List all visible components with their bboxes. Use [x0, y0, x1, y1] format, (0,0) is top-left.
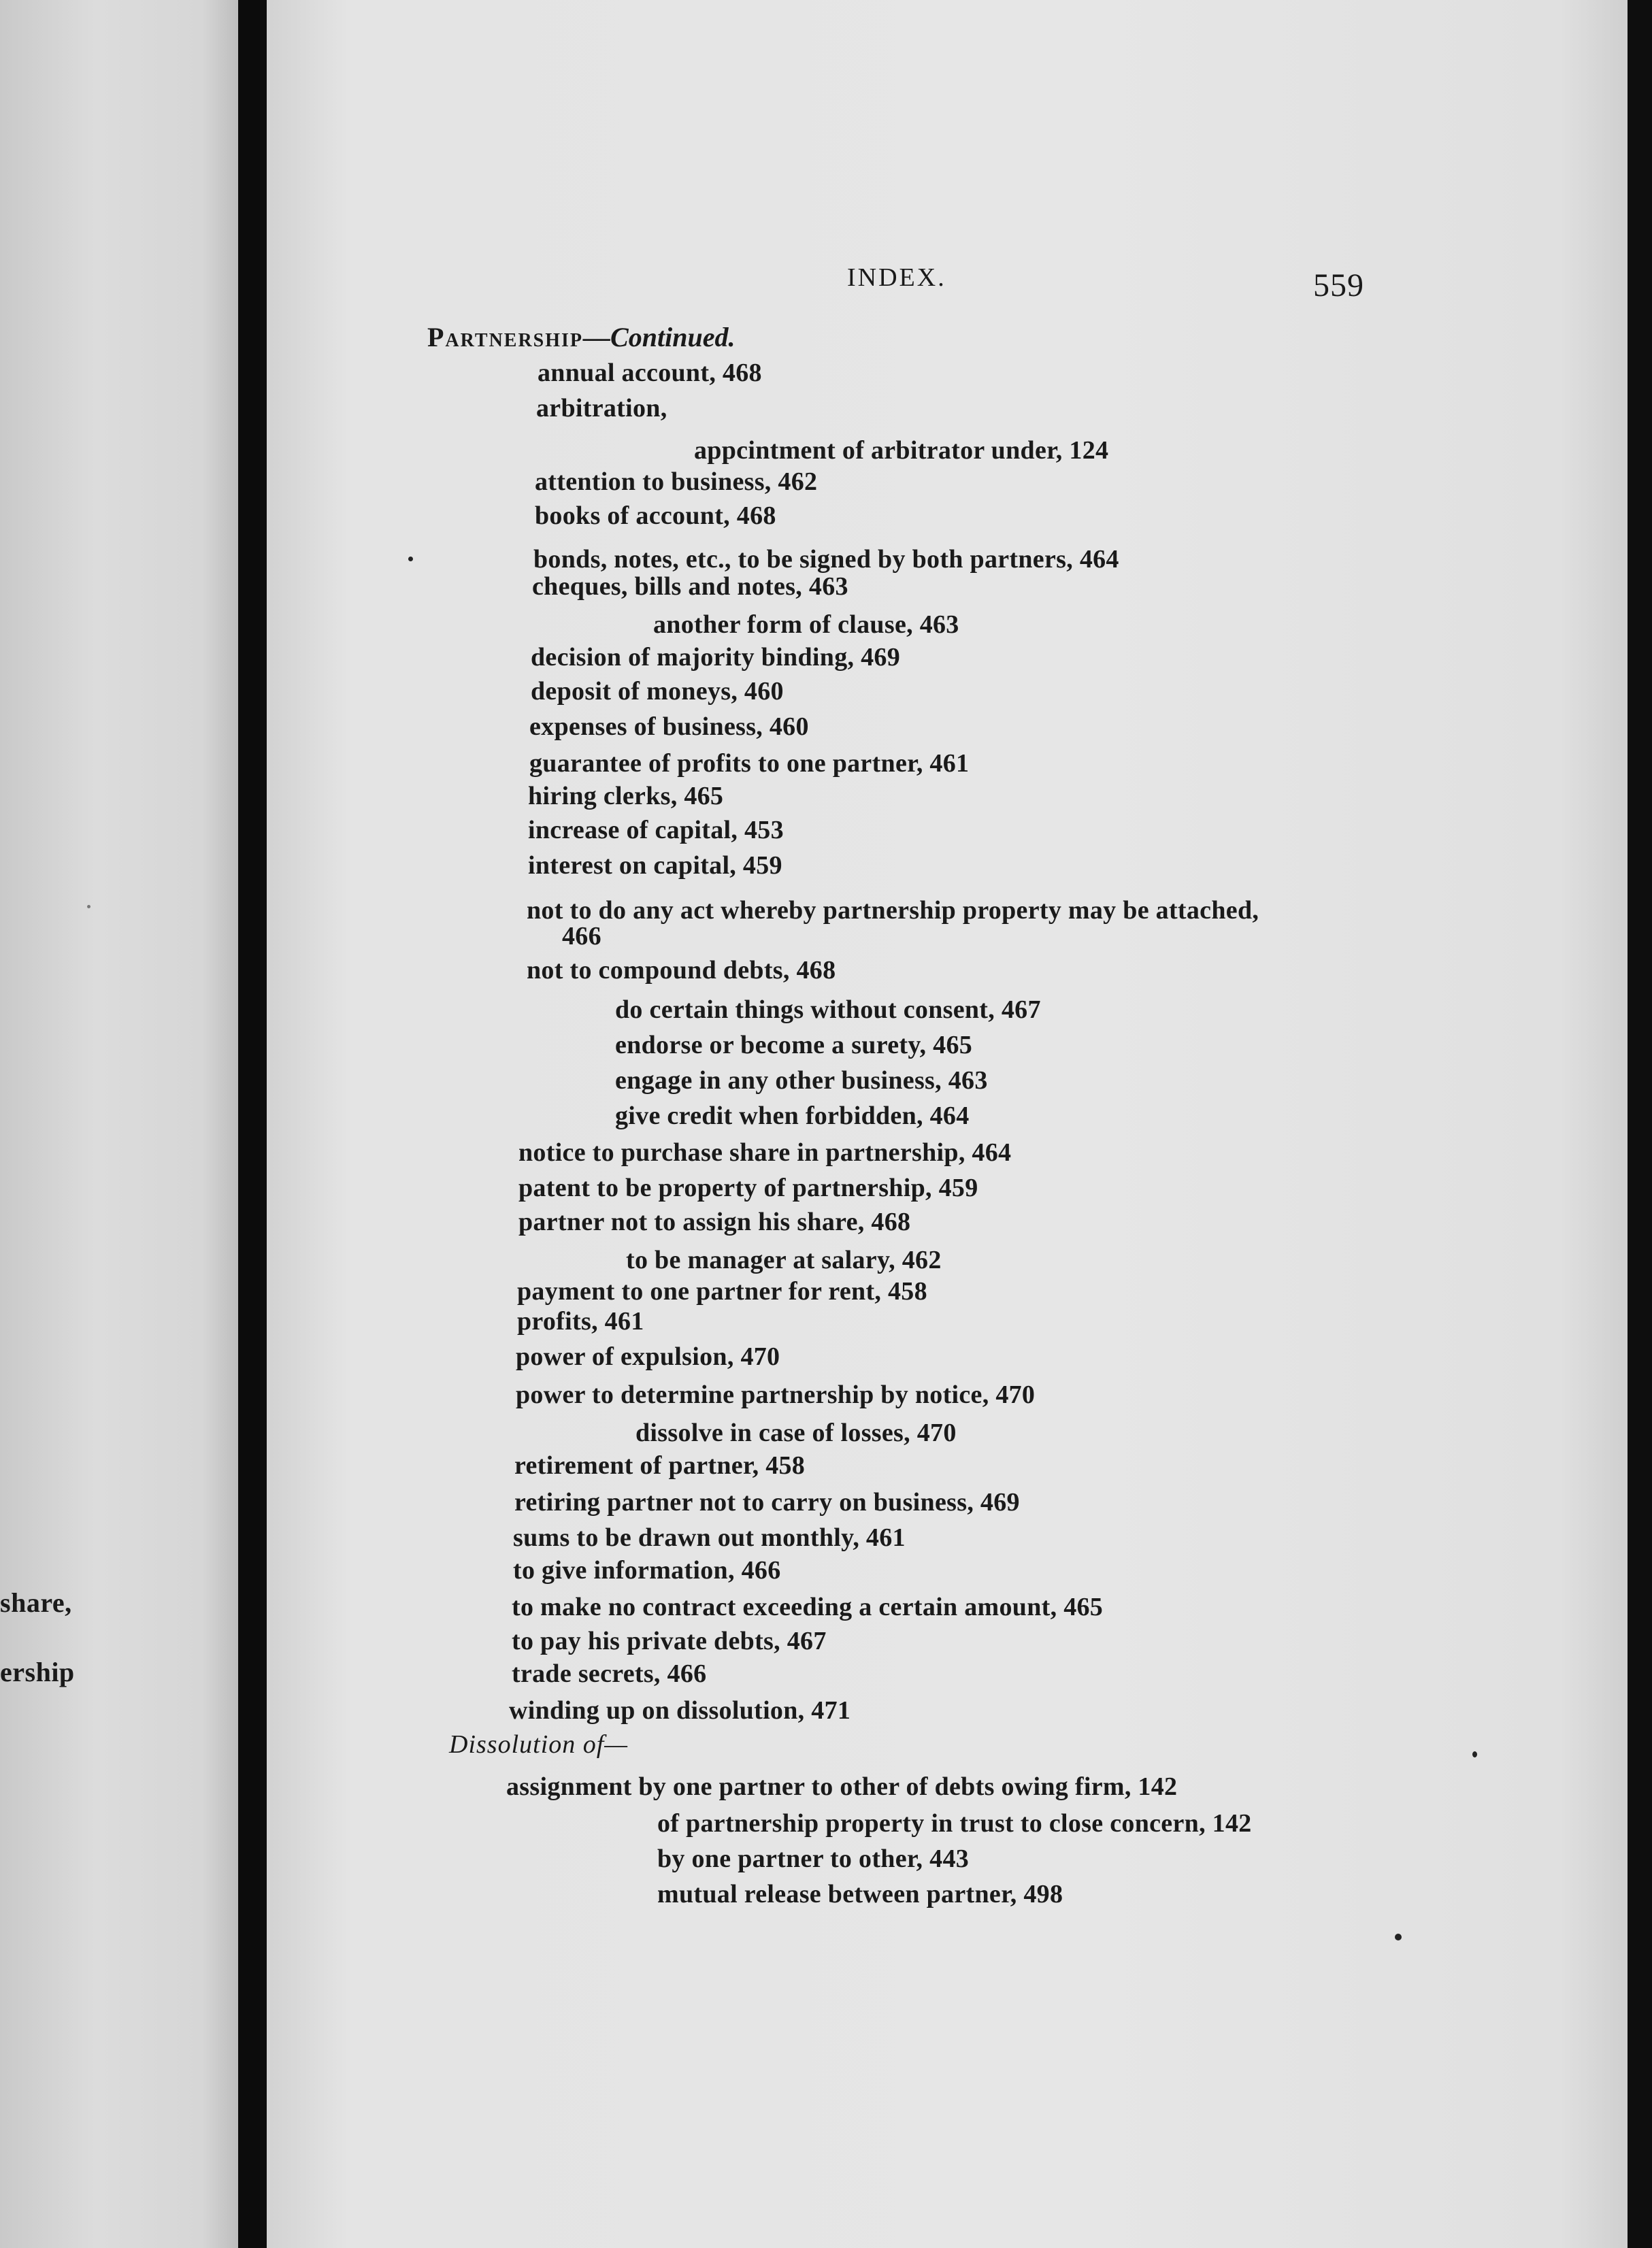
left-page-fragment: ership	[0, 1657, 75, 1687]
index-entry: another form of clause, 463	[653, 610, 959, 639]
index-entry: notice to purchase share in partnership, 464	[518, 1138, 1012, 1167]
index-entry: endorse or become a surety, 465	[615, 1031, 973, 1059]
dissolution-entry: by one partner to other, 443	[657, 1845, 970, 1873]
index-entry: give credit when forbidden, 464	[615, 1102, 970, 1130]
index-entry: attention to business, 462	[535, 467, 818, 496]
index-main-heading	[427, 321, 735, 353]
running-header: INDEX.	[847, 263, 946, 292]
index-entry: sums to be drawn out monthly, 461	[513, 1523, 906, 1552]
scan-speck	[1395, 1934, 1402, 1940]
page-edge-shadow	[1628, 0, 1652, 2248]
index-entry: retirement of partner, 458	[514, 1451, 806, 1480]
index-entry: to pay his private debts, 467	[512, 1627, 827, 1655]
index-entry: decision of majority binding, 469	[531, 643, 900, 672]
index-entry: cheques, bills and notes, 463	[532, 572, 848, 601]
index-entry: dissolve in case of losses, 470	[635, 1419, 957, 1447]
index-entry: engage in any other business, 463	[615, 1066, 988, 1095]
index-entry: power to determine partnership by notice, 470	[516, 1381, 1036, 1409]
index-entry: to be manager at salary, 462	[626, 1246, 942, 1274]
index-entry: expenses of business, 460	[529, 712, 809, 741]
index-entry: not to compound debts, 468	[527, 956, 836, 985]
index-entry: bonds, notes, etc., to be signed by both partners, 464	[533, 545, 1119, 574]
index-entry: arbitration,	[536, 394, 667, 423]
index-entry: annual account, 468	[538, 359, 762, 387]
index-entry: to give information, 466	[513, 1556, 781, 1585]
left-page-fragment: share,	[0, 1587, 72, 1618]
index-entry: winding up on dissolution, 471	[509, 1696, 851, 1725]
page-number: 559	[1313, 267, 1364, 303]
index-entry: books of account, 468	[535, 501, 776, 530]
index-entry: partner not to assign his share, 468	[518, 1208, 911, 1236]
heading-term: Partnership	[427, 322, 584, 352]
dissolution-entry: assignment by one partner to other of debts owing firm, 142	[506, 1772, 1178, 1801]
index-entry: deposit of moneys, 460	[531, 677, 784, 706]
heading-continued: —Continued.	[583, 322, 736, 352]
index-entry: not to do any act whereby partnership property may be attached,	[527, 896, 1259, 925]
scan-speck	[408, 557, 413, 561]
index-entry: increase of capital, 453	[528, 816, 784, 844]
scan-speck	[1472, 1751, 1477, 1757]
index-entry: retiring partner not to carry on business, 469	[514, 1488, 1020, 1517]
index-entry: patent to be property of partnership, 459	[518, 1174, 978, 1202]
index-entry: interest on capital, 459	[528, 851, 782, 880]
index-entry: trade secrets, 466	[512, 1659, 707, 1688]
index-entry: appcintment of arbitrator under, 124	[694, 436, 1109, 465]
index-entry: guarantee of profits to one partner, 461	[529, 749, 970, 778]
index-entry: do certain things without consent, 467	[615, 995, 1041, 1024]
index-entry: to make no contract exceeding a certain amount, 465	[512, 1593, 1104, 1621]
book-gutter	[238, 0, 267, 2248]
index-subheading: Dissolution of—	[449, 1730, 629, 1759]
dissolution-entry: mutual release between partner, 498	[657, 1880, 1063, 1908]
dissolution-entry: of partnership property in trust to close concern, 142	[657, 1809, 1252, 1838]
index-entry: power of expulsion, 470	[516, 1342, 780, 1371]
index-entry: profits, 461	[517, 1307, 644, 1336]
scan-speck	[87, 905, 90, 908]
index-entry: payment to one partner for rent, 458	[517, 1277, 927, 1306]
index-entry: 466	[562, 922, 601, 951]
index-entry: hiring clerks, 465	[528, 782, 724, 810]
left-facing-page	[0, 0, 238, 2248]
